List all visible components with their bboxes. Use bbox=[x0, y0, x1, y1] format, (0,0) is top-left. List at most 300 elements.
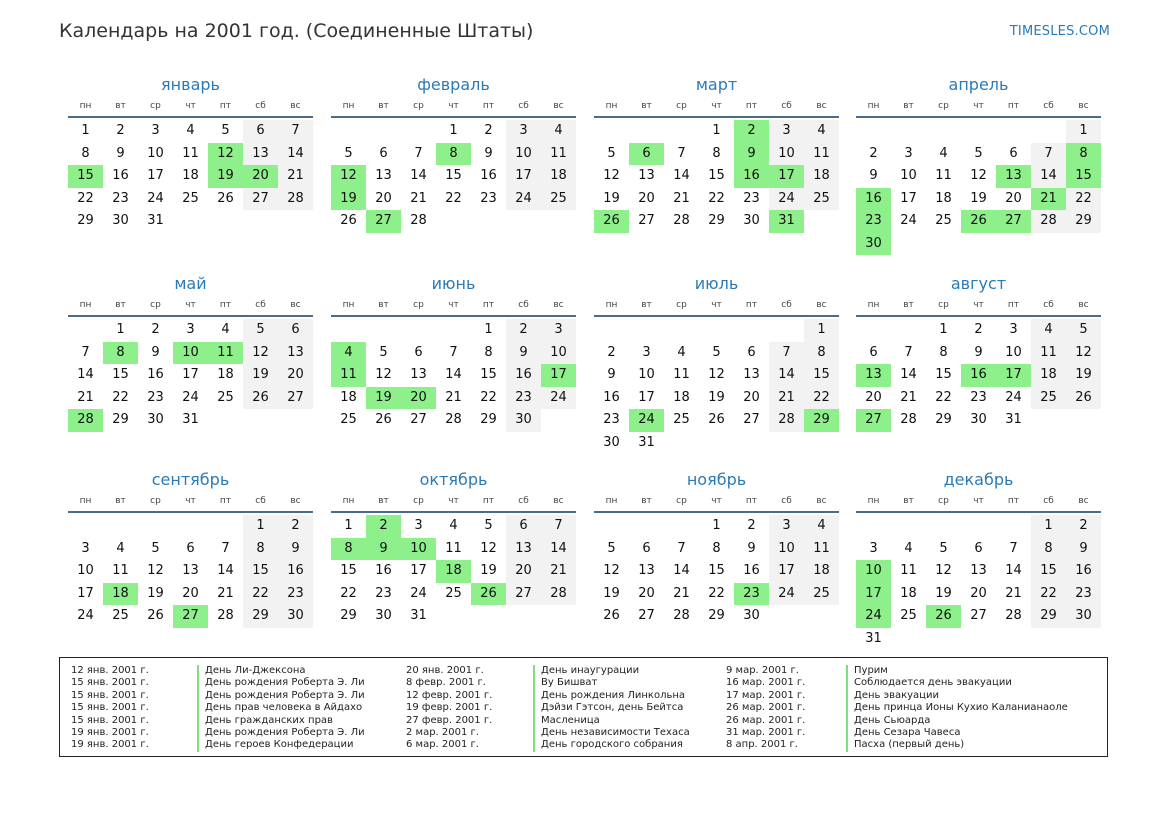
day-cell: 28 bbox=[769, 409, 804, 432]
weekday-label: вт bbox=[378, 300, 389, 310]
holiday-day-cell: 28 bbox=[68, 409, 103, 432]
day-cell: 11 bbox=[673, 367, 690, 382]
weekday-header bbox=[856, 96, 1101, 118]
holiday-date: 15 янв. 2001 г. bbox=[71, 689, 149, 701]
day-cell: 9 bbox=[484, 145, 493, 161]
day-cell: 29 bbox=[340, 608, 357, 623]
holiday-date: 12 февр. 2001 г. bbox=[406, 689, 493, 701]
holiday-date: 12 янв. 2001 г. bbox=[71, 665, 149, 676]
holiday-day-cell: 26 bbox=[961, 210, 996, 233]
day-cell: 20 bbox=[375, 190, 392, 206]
day-cell: 16 bbox=[506, 364, 541, 387]
day-cell: 3 bbox=[869, 540, 878, 556]
day-cell: 9 bbox=[1066, 538, 1101, 561]
day-cell: 14 bbox=[673, 563, 690, 578]
day-cell: 17 bbox=[410, 563, 427, 578]
day-cell: 9 bbox=[116, 145, 125, 161]
holiday-date: 2 мар. 2001 г. bbox=[406, 727, 479, 738]
holiday-day-cell: 17 bbox=[769, 165, 804, 188]
weekday-label: вт bbox=[903, 496, 914, 506]
weekday-label: вт bbox=[378, 101, 389, 111]
holiday-name: День гражданских прав bbox=[197, 715, 333, 727]
day-cell: 16 bbox=[278, 560, 313, 583]
day-cell: 28 bbox=[1031, 210, 1066, 233]
empty-cell bbox=[68, 515, 103, 538]
weekday-label: вс bbox=[816, 101, 827, 111]
day-cell: 18 bbox=[217, 367, 234, 382]
month-block bbox=[331, 74, 576, 233]
empty-cell bbox=[926, 120, 961, 143]
day-cell: 22 bbox=[804, 387, 839, 410]
holiday-name: Пурим bbox=[846, 665, 888, 677]
holiday-day-cell: 10 bbox=[856, 560, 891, 583]
month-block bbox=[856, 273, 1101, 432]
holiday-day-cell: 23 bbox=[856, 210, 891, 233]
day-cell: 15 bbox=[708, 563, 725, 578]
day-cell: 27 bbox=[970, 608, 987, 623]
day-cell: 16 bbox=[480, 168, 497, 183]
day-cell: 11 bbox=[1031, 342, 1066, 365]
holiday-day-cell: 11 bbox=[331, 364, 366, 387]
empty-cell bbox=[173, 515, 208, 538]
day-cell: 31 bbox=[638, 434, 655, 450]
day-cell: 17 bbox=[182, 367, 199, 382]
month-name: январь bbox=[161, 75, 220, 94]
day-cell: 26 bbox=[217, 190, 234, 206]
day-cell: 25 bbox=[445, 585, 462, 601]
day-cell: 29 bbox=[708, 608, 725, 623]
day-cell: 29 bbox=[243, 605, 278, 628]
day-cell: 18 bbox=[804, 560, 839, 583]
weekday-label: сб bbox=[1043, 300, 1054, 310]
day-cell: 7 bbox=[221, 540, 230, 556]
day-cell: 21 bbox=[77, 389, 94, 405]
holiday-date: 27 февр. 2001 г. bbox=[406, 714, 493, 726]
day-grid bbox=[856, 319, 1101, 432]
holiday-name: День принца Ионы Кухио Каланианаоле bbox=[846, 702, 1068, 714]
weekday-label: пт bbox=[482, 300, 495, 310]
day-cell: 14 bbox=[445, 367, 462, 382]
day-cell: 5 bbox=[607, 540, 616, 556]
day-cell: 5 bbox=[379, 344, 388, 360]
day-cell: 12 bbox=[147, 563, 164, 578]
day-cell: 6 bbox=[379, 145, 388, 161]
holiday-date: 20 янв. 2001 г. bbox=[406, 665, 484, 676]
holiday-name: Масленица bbox=[533, 715, 600, 727]
day-cell: 10 bbox=[638, 367, 655, 382]
weekday-header bbox=[856, 491, 1101, 513]
holiday-day-cell: 6 bbox=[629, 143, 664, 166]
day-cell: 29 bbox=[708, 213, 725, 228]
weekday-label: пт bbox=[1007, 300, 1020, 310]
weekday-label: вт bbox=[903, 300, 914, 310]
weekday-label: пт bbox=[482, 496, 495, 506]
holiday-day-cell: 19 bbox=[208, 165, 243, 188]
weekday-label: вс bbox=[553, 101, 564, 111]
empty-cell bbox=[594, 319, 629, 342]
day-cell: 6 bbox=[974, 540, 983, 556]
weekday-label: сб bbox=[255, 300, 266, 310]
day-cell: 25 bbox=[804, 188, 839, 211]
holiday-name: День рождения Роберта Э. Ли bbox=[197, 677, 365, 689]
day-grid bbox=[856, 120, 1101, 255]
month-block bbox=[68, 273, 313, 432]
day-cell: 13 bbox=[278, 342, 313, 365]
day-cell: 18 bbox=[900, 585, 917, 601]
holiday-day-cell: 16 bbox=[734, 165, 769, 188]
day-cell: 17 bbox=[506, 165, 541, 188]
holiday-day-cell: 20 bbox=[401, 387, 436, 410]
weekday-label: ср bbox=[413, 496, 424, 506]
weekday-label: пн bbox=[342, 496, 355, 506]
day-cell: 25 bbox=[804, 583, 839, 606]
day-cell: 5 bbox=[243, 319, 278, 342]
month-block bbox=[594, 74, 839, 233]
holiday-day-cell: 15 bbox=[1066, 165, 1101, 188]
day-cell: 3 bbox=[1009, 322, 1018, 337]
day-cell: 20 bbox=[865, 389, 882, 405]
day-cell: 17 bbox=[77, 585, 94, 601]
holiday-name: Ву Бишват bbox=[533, 677, 597, 689]
weekday-label: пн bbox=[867, 101, 880, 111]
day-cell: 30 bbox=[506, 409, 541, 432]
holiday-day-cell: 10 bbox=[401, 538, 436, 561]
weekday-header bbox=[594, 295, 839, 317]
day-cell: 30 bbox=[743, 213, 760, 228]
day-cell: 12 bbox=[243, 342, 278, 365]
day-cell: 8 bbox=[939, 344, 948, 360]
day-cell: 21 bbox=[541, 560, 576, 583]
day-cell: 7 bbox=[677, 540, 686, 556]
weekday-label: вс bbox=[816, 496, 827, 506]
month-name: ноябрь bbox=[686, 470, 747, 489]
day-cell: 3 bbox=[769, 120, 804, 143]
day-cell: 31 bbox=[865, 630, 882, 646]
day-cell: 20 bbox=[506, 560, 541, 583]
holiday-day-cell: 18 bbox=[103, 583, 138, 606]
day-cell: 21 bbox=[769, 387, 804, 410]
weekday-label: ср bbox=[150, 101, 161, 111]
day-cell: 22 bbox=[243, 583, 278, 606]
weekday-label: чт bbox=[448, 101, 459, 111]
day-cell: 5 bbox=[712, 344, 721, 360]
day-cell: 17 bbox=[769, 560, 804, 583]
holiday-day-cell: 30 bbox=[856, 233, 891, 256]
empty-cell bbox=[926, 515, 961, 538]
day-cell: 20 bbox=[970, 585, 987, 601]
day-cell: 5 bbox=[221, 123, 230, 138]
day-cell: 6 bbox=[1009, 145, 1018, 161]
day-cell: 19 bbox=[708, 389, 725, 405]
holiday-date: 26 мар. 2001 г. bbox=[726, 714, 806, 726]
day-cell: 28 bbox=[410, 213, 427, 228]
month-block bbox=[331, 273, 576, 432]
day-cell: 2 bbox=[116, 123, 125, 138]
day-cell: 12 bbox=[603, 168, 620, 183]
day-cell: 14 bbox=[410, 168, 427, 183]
day-cell: 24 bbox=[1005, 389, 1022, 405]
weekday-header bbox=[68, 295, 313, 317]
weekday-label: пн bbox=[605, 496, 618, 506]
day-cell: 15 bbox=[480, 367, 497, 382]
weekday-label: сб bbox=[518, 496, 529, 506]
holiday-day-cell: 9 bbox=[366, 538, 401, 561]
day-cell: 24 bbox=[541, 387, 576, 410]
day-cell: 4 bbox=[804, 120, 839, 143]
weekday-header bbox=[68, 491, 313, 513]
day-cell: 17 bbox=[900, 190, 917, 206]
weekday-label: пн bbox=[79, 101, 92, 111]
day-cell: 7 bbox=[769, 342, 804, 365]
day-cell: 2 bbox=[506, 319, 541, 342]
empty-cell bbox=[961, 120, 996, 143]
holiday-day-cell: 21 bbox=[1031, 188, 1066, 211]
day-cell: 4 bbox=[939, 145, 948, 161]
day-cell: 14 bbox=[77, 367, 94, 382]
day-cell: 23 bbox=[278, 583, 313, 606]
empty-cell bbox=[856, 515, 891, 538]
day-cell: 27 bbox=[506, 583, 541, 606]
weekday-label: вс bbox=[816, 300, 827, 310]
day-cell: 5 bbox=[974, 145, 983, 161]
empty-cell bbox=[629, 120, 664, 143]
holiday-name: День рождения Роберта Э. Ли bbox=[197, 727, 365, 739]
weekday-label: пн bbox=[867, 300, 880, 310]
weekday-label: вс bbox=[1078, 300, 1089, 310]
day-cell: 25 bbox=[340, 412, 357, 427]
day-cell: 3 bbox=[769, 515, 804, 538]
site-link[interactable]: TIMESLES.COM bbox=[1009, 24, 1110, 39]
weekday-label: пн bbox=[867, 496, 880, 506]
holiday-day-cell: 23 bbox=[734, 583, 769, 606]
holiday-date: 15 янв. 2001 г. bbox=[71, 714, 149, 726]
weekday-label: чт bbox=[185, 496, 196, 506]
day-cell: 21 bbox=[217, 585, 234, 601]
empty-cell bbox=[401, 319, 436, 342]
holiday-date: 15 янв. 2001 г. bbox=[71, 677, 149, 689]
empty-cell bbox=[664, 120, 699, 143]
day-cell: 2 bbox=[484, 123, 493, 138]
holiday-name: День рождения Роберта Э. Ли bbox=[197, 690, 365, 702]
day-cell: 9 bbox=[974, 344, 983, 360]
weekday-label: сб bbox=[255, 101, 266, 111]
weekday-label: вт bbox=[641, 300, 652, 310]
day-cell: 15 bbox=[1031, 560, 1066, 583]
weekday-header bbox=[331, 491, 576, 513]
weekday-label: чт bbox=[973, 101, 984, 111]
day-cell: 5 bbox=[484, 518, 493, 533]
day-cell: 27 bbox=[743, 412, 760, 427]
holiday-date: 8 апр. 2001 г. bbox=[726, 739, 798, 751]
day-cell: 14 bbox=[1005, 563, 1022, 578]
day-cell: 7 bbox=[1009, 540, 1018, 556]
day-cell: 6 bbox=[186, 540, 195, 556]
day-cell: 8 bbox=[484, 344, 493, 360]
holiday-day-cell: 2 bbox=[366, 515, 401, 538]
day-cell: 22 bbox=[708, 190, 725, 206]
empty-cell bbox=[996, 120, 1031, 143]
day-cell: 2 bbox=[1066, 515, 1101, 538]
day-cell: 29 bbox=[112, 412, 129, 427]
day-cell: 4 bbox=[1031, 319, 1066, 342]
holiday-date: 31 мар. 2001 г. bbox=[726, 727, 806, 738]
day-cell: 1 bbox=[243, 515, 278, 538]
weekday-label: пт bbox=[219, 300, 232, 310]
day-cell: 8 bbox=[712, 540, 721, 556]
day-cell: 3 bbox=[186, 322, 195, 337]
day-cell: 19 bbox=[603, 585, 620, 601]
day-cell: 6 bbox=[414, 344, 423, 360]
empty-cell bbox=[103, 515, 138, 538]
day-cell: 24 bbox=[769, 583, 804, 606]
weekday-label: ср bbox=[938, 101, 949, 111]
holiday-legend bbox=[59, 657, 1108, 757]
weekday-label: сб bbox=[255, 496, 266, 506]
day-cell: 24 bbox=[769, 188, 804, 211]
day-cell: 20 bbox=[638, 190, 655, 206]
weekday-header bbox=[594, 491, 839, 513]
holiday-name: День эвакуации bbox=[846, 690, 939, 702]
day-cell: 1 bbox=[81, 123, 90, 138]
holiday-day-cell: 16 bbox=[856, 188, 891, 211]
day-cell: 28 bbox=[1005, 608, 1022, 623]
weekday-label: вс bbox=[1078, 101, 1089, 111]
empty-cell bbox=[366, 120, 401, 143]
day-cell: 23 bbox=[1066, 583, 1101, 606]
day-cell: 14 bbox=[541, 538, 576, 561]
day-grid bbox=[594, 515, 839, 628]
holiday-date: 9 мар. 2001 г. bbox=[726, 665, 799, 676]
empty-cell bbox=[208, 515, 243, 538]
day-cell: 25 bbox=[900, 608, 917, 623]
weekday-label: сб bbox=[1043, 101, 1054, 111]
day-cell: 13 bbox=[638, 563, 655, 578]
holiday-day-cell: 29 bbox=[804, 409, 839, 432]
day-cell: 7 bbox=[904, 344, 913, 360]
day-cell: 15 bbox=[112, 367, 129, 382]
holiday-date: 8 февр. 2001 г. bbox=[406, 677, 486, 689]
day-cell: 12 bbox=[480, 540, 497, 556]
day-cell: 29 bbox=[480, 412, 497, 427]
holiday-day-cell: 4 bbox=[331, 342, 366, 365]
day-cell: 18 bbox=[340, 389, 357, 405]
day-cell: 21 bbox=[410, 190, 427, 206]
weekday-header bbox=[331, 295, 576, 317]
day-cell: 16 bbox=[112, 168, 129, 183]
holiday-day-cell: 8 bbox=[1066, 143, 1101, 166]
day-cell: 28 bbox=[673, 608, 690, 623]
holiday-day-cell: 11 bbox=[208, 342, 243, 365]
day-cell: 30 bbox=[375, 608, 392, 623]
month-name: август bbox=[950, 274, 1007, 293]
day-cell: 25 bbox=[1031, 387, 1066, 410]
day-cell: 13 bbox=[375, 168, 392, 183]
weekday-label: пт bbox=[1007, 101, 1020, 111]
day-cell: 28 bbox=[445, 412, 462, 427]
holiday-day-cell: 15 bbox=[68, 165, 103, 188]
weekday-label: пн bbox=[79, 496, 92, 506]
day-cell: 3 bbox=[541, 319, 576, 342]
day-cell: 26 bbox=[375, 412, 392, 427]
day-cell: 29 bbox=[77, 213, 94, 228]
day-grid bbox=[331, 120, 576, 233]
day-cell: 4 bbox=[221, 322, 230, 337]
holiday-date: 19 янв. 2001 г. bbox=[71, 727, 149, 738]
day-cell: 22 bbox=[935, 389, 952, 405]
day-cell: 1 bbox=[1066, 120, 1101, 143]
month-name: сентябрь bbox=[151, 470, 230, 489]
day-cell: 1 bbox=[449, 123, 458, 138]
weekday-label: чт bbox=[711, 101, 722, 111]
empty-cell bbox=[68, 319, 103, 342]
empty-cell bbox=[594, 120, 629, 143]
holiday-name: День Ли-Джексона bbox=[197, 665, 306, 677]
weekday-label: вт bbox=[903, 101, 914, 111]
day-cell: 24 bbox=[410, 585, 427, 601]
day-cell: 25 bbox=[112, 608, 129, 623]
day-cell: 1 bbox=[344, 518, 353, 533]
day-cell: 8 bbox=[804, 342, 839, 365]
holiday-name: День прав человека в Айдахо bbox=[197, 702, 362, 714]
day-cell: 6 bbox=[642, 540, 651, 556]
day-cell: 23 bbox=[970, 389, 987, 405]
weekday-label: ср bbox=[413, 101, 424, 111]
weekday-label: чт bbox=[973, 496, 984, 506]
day-cell: 1 bbox=[804, 319, 839, 342]
holiday-day-cell: 8 bbox=[331, 538, 366, 561]
weekday-label: вт bbox=[115, 101, 126, 111]
day-cell: 21 bbox=[900, 389, 917, 405]
day-cell: 15 bbox=[804, 364, 839, 387]
day-grid bbox=[68, 120, 313, 233]
holiday-day-cell: 24 bbox=[856, 605, 891, 628]
weekday-label: пн bbox=[342, 300, 355, 310]
day-cell: 11 bbox=[935, 168, 952, 183]
day-cell: 6 bbox=[243, 120, 278, 143]
day-cell: 15 bbox=[445, 168, 462, 183]
weekday-label: сб bbox=[781, 496, 792, 506]
day-cell: 11 bbox=[804, 143, 839, 166]
day-cell: 7 bbox=[677, 145, 686, 161]
weekday-label: пт bbox=[219, 496, 232, 506]
day-cell: 15 bbox=[340, 563, 357, 578]
month-block bbox=[594, 273, 839, 454]
holiday-name: День героев Конфедерации bbox=[197, 739, 353, 751]
day-cell: 10 bbox=[769, 538, 804, 561]
holiday-day-cell: 19 bbox=[331, 188, 366, 211]
day-grid bbox=[594, 319, 839, 454]
empty-cell bbox=[856, 120, 891, 143]
empty-cell bbox=[891, 319, 926, 342]
holiday-day-cell: 12 bbox=[208, 143, 243, 166]
month-block bbox=[68, 74, 313, 233]
empty-cell bbox=[699, 319, 734, 342]
day-cell: 19 bbox=[147, 585, 164, 601]
day-cell: 23 bbox=[506, 387, 541, 410]
day-cell: 1 bbox=[1031, 515, 1066, 538]
day-cell: 25 bbox=[935, 213, 952, 228]
weekday-label: пт bbox=[219, 101, 232, 111]
day-cell: 21 bbox=[445, 389, 462, 405]
day-cell: 7 bbox=[278, 120, 313, 143]
day-cell: 25 bbox=[182, 190, 199, 206]
empty-cell bbox=[138, 515, 173, 538]
weekday-label: ср bbox=[676, 300, 687, 310]
day-cell: 31 bbox=[410, 608, 427, 623]
day-cell: 6 bbox=[278, 319, 313, 342]
day-cell: 17 bbox=[638, 389, 655, 405]
weekday-label: вт bbox=[641, 496, 652, 506]
